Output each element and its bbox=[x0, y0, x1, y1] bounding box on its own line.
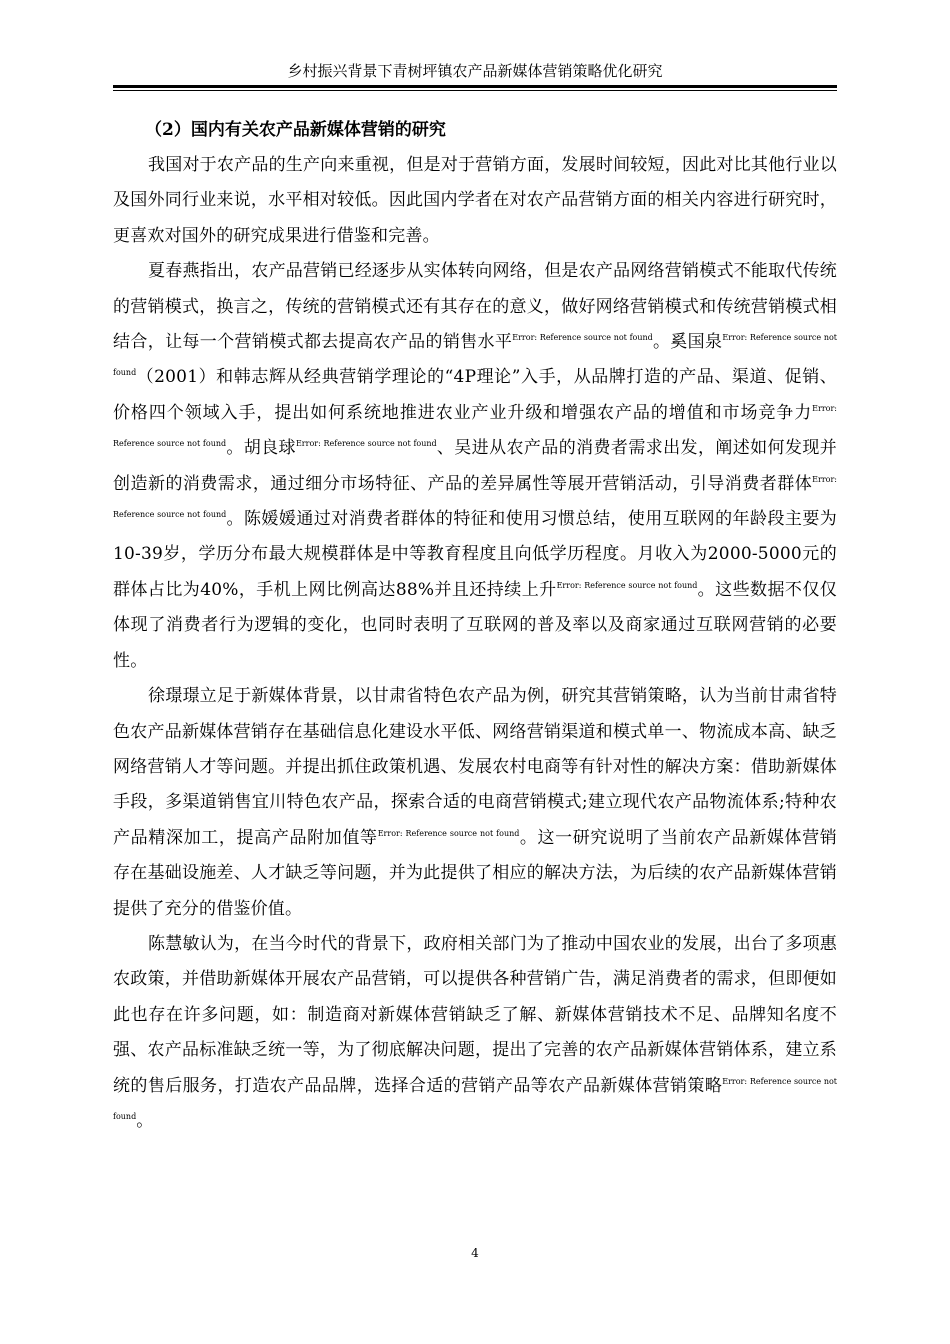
header-rule-thin bbox=[113, 90, 837, 91]
citation-reference: Error: Reference source not found bbox=[113, 1076, 837, 1121]
paragraph-4-text-2: 。 bbox=[136, 1110, 154, 1131]
paragraph-1-text: 我国对于农产品的生产向来重视，但是对于营销方面，发展时间较短，因此对比其他行业以及国外同行业来说，水平相对较低。因此国内学者在对农产品营销方面的相关内容进行研究时，更喜欢对国外的研究成果进行借鉴和完善。 bbox=[113, 155, 837, 246]
citation-reference: Error: Reference source not found bbox=[113, 474, 837, 520]
running-header: 乡村振兴背景下青树坪镇农产品新媒体营销策略优化研究 bbox=[287, 62, 663, 80]
paragraph-1 bbox=[113, 148, 837, 254]
section-heading: （2）国内有关农产品新媒体营销的研究 bbox=[145, 120, 446, 140]
paragraph-2-text-5: 、吴进从农产品的消费者需求出发，阐述如何发现并创造新的消费需求，通过细分市场特征、产品的差异属性等展开营销活动，引导消费者群体 bbox=[113, 438, 837, 494]
paragraph-2-text-3: （2001）和韩志辉从经典营销学理论的“4P理论”入手，从品牌打造的产品、渠道、促销、价格四个领域入手，提出如何系统地推进农业产业升级和增强农产品的增值和市场竞争力 bbox=[113, 367, 837, 423]
paragraph-2-text-2: 。奚国泉 bbox=[652, 332, 723, 353]
page-number: 4 bbox=[471, 1246, 479, 1260]
paragraph-2-text-7: 。这些数据不仅仅体现了消费者行为逻辑的变化，也同时表明了互联网的普及率以及商家通过互联网营销的必要性。 bbox=[113, 579, 837, 671]
paragraph-2-text-4: 。胡良球 bbox=[226, 438, 296, 459]
paragraph-2-text-1: 夏春燕指出，农产品营销已经逐步从实体转向网络，但是农产品网络营销模式不能取代传统的营销模式，换言之，传统的营销模式还有其存在的意义，做好网络营销模式和传统营销模式相结合，让每一个营销模式都去提高农产品的销售水平 bbox=[113, 261, 837, 353]
paragraph-4 bbox=[113, 927, 837, 1139]
paragraph-3-text-1: 徐璟璟立足于新媒体背景，以甘肃省特色农产品为例，研究其营销策略，认为当前甘肃省特色农产品新媒体营销存在基础信息化建设水平低、网络营销渠道和模式单一、物流成本高、缺乏网络营销人才等问题。并提出抓住政策机遇、发展农村电商等有针对性的解决方案：借助新媒体手段，多渠道销售宜川特色农产品，探索合适的电商营销模式;建立现代农产品物流体系;特种农产品精深加工，提高产品附加值等 bbox=[113, 686, 837, 848]
paragraph-2-text-6: 。陈媛媛通过对消费者群体的特征和使用习惯总结，使用互联网的年龄段主要为10-39岁，学历分布最大规模群体是中等教育程度且向低学历程度。月收入为2000-5000元的群体占比为40%，手机上网比例高达88%并且还持续上升 bbox=[113, 509, 837, 600]
citation-reference: Error: Reference source not found bbox=[295, 439, 437, 449]
paragraph-3 bbox=[113, 679, 837, 927]
paragraph-3-text-2: 。这一研究说明了当前农产品新媒体营销存在基础设施差、人才缺乏等问题，并为此提供了相应的解决方法，为后续的农产品新媒体营销提供了充分的借鉴价值。 bbox=[113, 827, 838, 919]
paragraph-2 bbox=[113, 254, 837, 679]
citation-reference: Error: Reference source not found bbox=[556, 580, 698, 590]
body-text bbox=[113, 112, 837, 1139]
citation-reference: Error: Reference source not found bbox=[113, 403, 837, 449]
citation-reference: Error: Reference source not found bbox=[113, 333, 837, 378]
citation-reference: Error: Reference source not found bbox=[512, 333, 653, 343]
paragraph-4-text-1: 陈慧敏认为，在当今时代的背景下，政府相关部门为了推动中国农业的发展，出台了多项惠农政策，并借助新媒体开展农产品营销，可以提供各种营销广告，满足消费者的需求，但即便如此也存在许多问题，如：制造商对新媒体营销缺乏了解、新媒体营销技术不足、品牌知名度不强、农产品标准缺乏统一等，为了彻底解决问题，提出了完善的农产品新媒体营销体系，建立系统的售后服务，打造农产品品牌，选择合适的营销产品等农产品新媒体营销策略 bbox=[113, 933, 837, 1096]
citation-reference: Error: Reference source not found bbox=[377, 828, 520, 838]
header-rule-thick bbox=[113, 85, 837, 88]
